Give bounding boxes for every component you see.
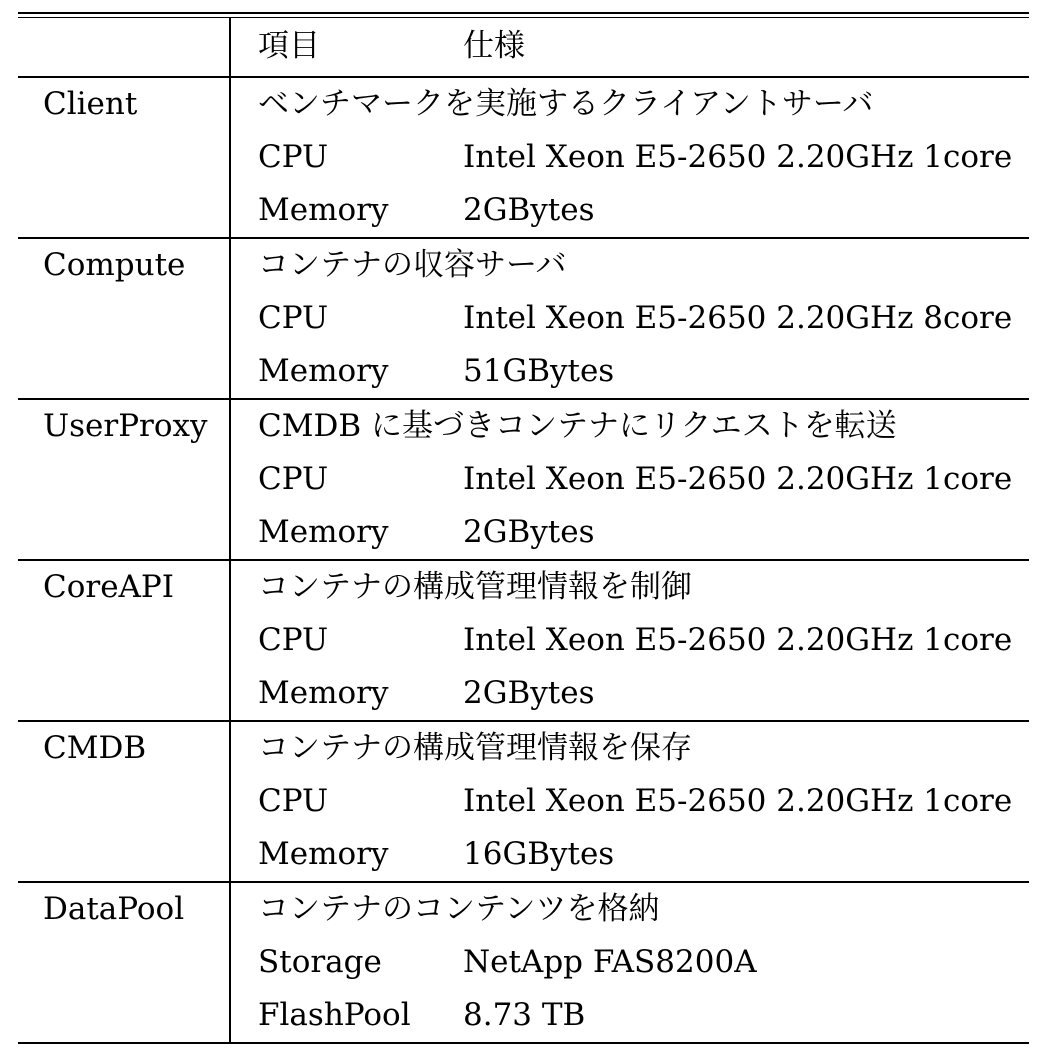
item-label: FlashPool [258, 997, 411, 1033]
item-label: Memory [258, 836, 389, 872]
group-description: コンテナの収容サーバ [258, 247, 567, 283]
table-row [18, 667, 1029, 720]
table-row [18, 345, 1029, 398]
header-item: 項目 [258, 27, 320, 64]
item-label: Memory [258, 675, 389, 711]
table-row [18, 828, 1029, 881]
group-datapool [18, 883, 1029, 1044]
column-divider [229, 18, 231, 76]
table-row [18, 292, 1029, 345]
table-row [18, 184, 1029, 237]
group-description: CMDB に基づきコンテナにリクエストを転送 [258, 408, 897, 444]
group-name: DataPool [43, 891, 185, 927]
item-label: CPU [258, 300, 329, 336]
table-row [18, 78, 1029, 131]
table-row [18, 131, 1029, 184]
group-compute [18, 239, 1029, 400]
group-description: コンテナの構成管理情報を保存 [258, 730, 692, 766]
group-description: ベンチマークを実施するクライアントサーバ [258, 86, 874, 122]
spec-value: Intel Xeon E5-2650 2.20GHz 1core [463, 622, 1013, 658]
table-row [18, 239, 1029, 292]
table-row [18, 453, 1029, 506]
item-label: Memory [258, 353, 389, 389]
spec-value: 51GBytes [463, 353, 615, 389]
item-label: Memory [258, 192, 389, 228]
item-label: CPU [258, 139, 329, 175]
table-row [18, 936, 1029, 989]
spec-table [18, 12, 1029, 1044]
item-label: CPU [258, 622, 329, 658]
table-row [18, 614, 1029, 667]
table-row [18, 506, 1029, 559]
table-row [18, 989, 1029, 1042]
item-label: Storage [258, 944, 382, 980]
item-label: CPU [258, 461, 329, 497]
spec-value: 16GBytes [463, 836, 615, 872]
table-row [18, 883, 1029, 936]
group-name: Compute [43, 247, 186, 283]
item-label: CPU [258, 783, 329, 819]
group-name: CMDB [43, 730, 147, 766]
group-name: UserProxy [43, 408, 208, 444]
table-header [18, 18, 1029, 78]
group-name: CoreAPI [43, 569, 175, 605]
group-userproxy [18, 400, 1029, 561]
spec-value: 2GBytes [463, 675, 595, 711]
spec-value: 2GBytes [463, 192, 595, 228]
group-coreapi [18, 561, 1029, 722]
table-row [18, 722, 1029, 775]
spec-value: Intel Xeon E5-2650 2.20GHz 1core [463, 139, 1013, 175]
item-label: Memory [258, 514, 389, 550]
spec-value: Intel Xeon E5-2650 2.20GHz 8core [463, 300, 1013, 336]
spec-value: NetApp FAS8200A [463, 944, 757, 980]
group-cmdb [18, 722, 1029, 883]
group-description: コンテナのコンテンツを格納 [258, 891, 660, 927]
table-row [18, 775, 1029, 828]
spec-value: Intel Xeon E5-2650 2.20GHz 1core [463, 461, 1013, 497]
group-name: Client [43, 86, 138, 122]
header-spec: 仕様 [463, 27, 525, 64]
spec-value: 8.73 TB [463, 997, 586, 1033]
table-row [18, 561, 1029, 614]
spec-value: 2GBytes [463, 514, 595, 550]
table-row [18, 400, 1029, 453]
group-client [18, 78, 1029, 239]
group-description: コンテナの構成管理情報を制御 [258, 569, 692, 605]
spec-value: Intel Xeon E5-2650 2.20GHz 1core [463, 783, 1013, 819]
